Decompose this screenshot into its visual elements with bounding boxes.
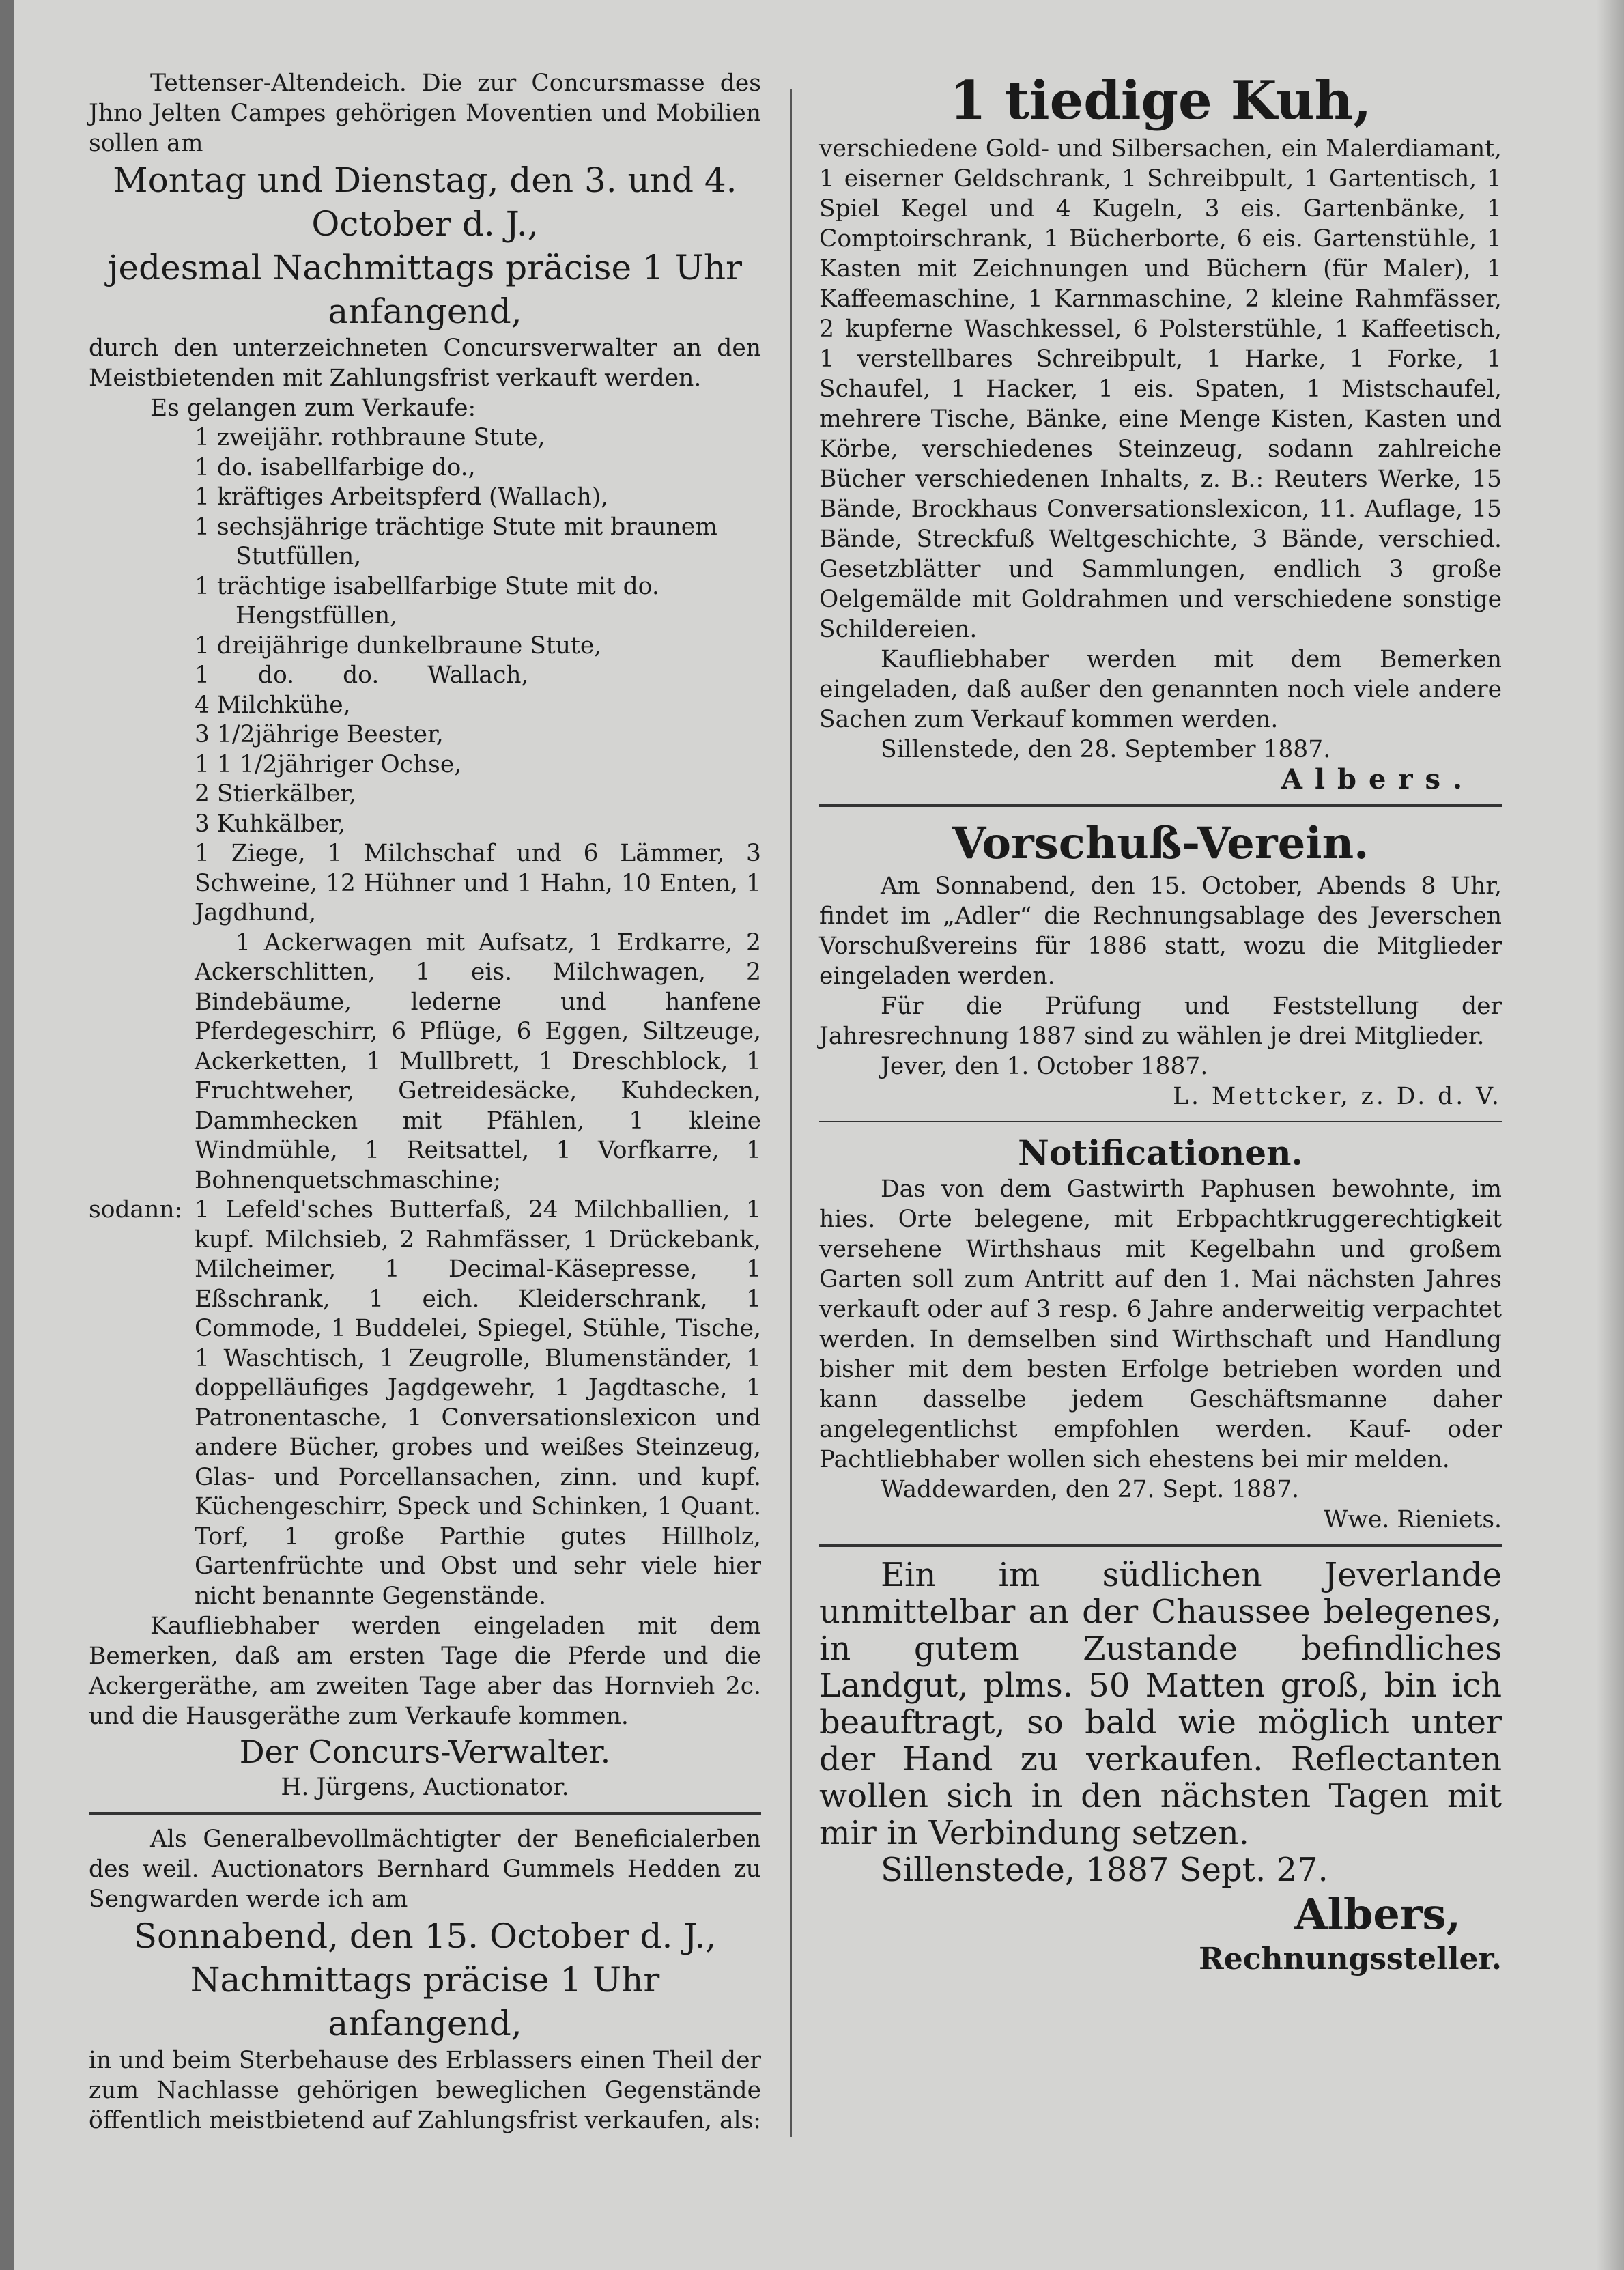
list-item: 1 Ackerwagen mit Aufsatz, 1 Erdkarre, 2 Ackerschlitten, 1 eis. Milchwagen, 2 Bindebäume, lederne und hanfene Pferdegeschirr, 6 Pflüge, 6 Eggen, Siltzeuge, Ackerketten, 1 Mullbrett, 1 Dreschblock, 1 Fruchtweher, Getreidesäcke, Kuhdecken, Dammhecken mit Pfählen, 1 kleine Windmühle, 1 Reitsattel, 1 Vorfkarre, 1 Bohnenquetschmaschine; (195, 928, 761, 1194)
section-divider (819, 804, 1502, 807)
vorschuss-signature: L. Mettcker, z. D. d. V. (1173, 1083, 1502, 1110)
notifications-place: Waddewarden, den 27. Sept. 1887. (881, 1476, 1300, 1503)
ad1-text: durch den unterzeichneten Concursverwalter an den Meistbietenden mit Zahlungsfrist verkauft werden. (89, 335, 761, 392)
right-column (819, 68, 1502, 1978)
section-divider (89, 1812, 761, 1815)
ad1-signature: Der Concurs-Verwalter. (239, 1733, 611, 1770)
list-item: 1 1 1/2jähriger Ochse, (195, 750, 462, 778)
ad1-time: jedesmal Nachmittags präcise 1 Uhr anfangend, (108, 248, 742, 331)
list-item: 3 1/2jährige Beester, (195, 721, 444, 748)
ad1-sodann (89, 1195, 761, 1611)
list-item: 1 Ziege, 1 Milchschaf und 6 Lämmer, 3 Schweine, 12 Hühner und 1 Hahn, 10 Enten, 1 Jagdhund, (195, 840, 761, 926)
ad-cow-signature: Albers. (1281, 763, 1475, 795)
ad-cow-note: Kaufliebhaber werden mit dem Bemerken eingeladen, daß außer den genannten noch viele andere Sachen zum Verkauf kommen werden. (819, 646, 1502, 733)
page-edge-shadow (1597, 0, 1624, 2270)
ad1-signature-name: H. Jürgens, Auctionator. (281, 1774, 569, 1801)
left-column (89, 68, 761, 2136)
ad2-text: in und beim Sterbehause des Erblassers einen Theil der zum Nachlasse gehörigen beweglichen Gegenstände öffentlich meistbietend auf Zahlungsfrist verkaufen, als: (89, 2047, 761, 2134)
ad2-intro: Als Generalbevollmächtigter der Beneficialerben des weil. Auctionators Bernhard Gummels Hedden zu Sengwarden werde ich am (89, 1826, 761, 1913)
ad1-intro: Tettenser-Altendeich. Die zur Concursmasse des Jhno Jelten Campes gehörigen Moventien und Mobilien sollen am (89, 70, 761, 157)
list-item: 1 trächtige isabellfarbige Stute mit do. (195, 572, 659, 600)
vorschuss-text: Am Sonnabend, den 15. October, Abends 8 Uhr, findet im „Adler“ die Rechnungsablage des Jeverschen Vorschußvereins für 1886 statt, wozu die Mitglieder eingeladen werden. (819, 872, 1502, 990)
vorschuss-heading: Vorschuß-Verein. (952, 818, 1369, 869)
sodann-text: 1 Lefeld'sches Butterfaß, 24 Milchballien, 1 kupf. Milchsieb, 2 Rahmfässer, 1 Drückebank, Milcheimer, 1 Decimal-Käsepresse, 1 Eßschrank, 1 eich. Kleiderschrank, 1 Commode, 1 Buddelei, Spiegel, Stühle, Tische, 1 Waschtisch, 1 Zeugrolle, Blumenständer, 1 doppelläufiges Jagdgewehr, 1 Jagdtasche, 1 Patronentasche, 1 Conversationslexicon und andere Bücher, grobes und weißes Steinzeug, Glas- und Porcellansachen, zinn. und kupf. Küchengeschirr, Speck und Schinken, 1 Quant. Torf, 1 große Parthie gutes Hillholz, Gartenfrüchte und Obst und sehr viele hier nicht benannte Gegenstände. (195, 1196, 761, 1610)
list-item: 1 zweijähr. rothbraune Stute, (195, 424, 545, 451)
notifications-text: Das von dem Gastwirth Paphusen bewohnte, im hies. Orte belegene, mit Erbpachtkruggerechtigkeit versehene Wirthshaus mit Kegelbahn und großem Garten soll zum Antritt auf den 1. Mai nächsten Jahres verkauft oder auf 3 resp. 6 Jahre anderweitig verpachtet werden. In demselben sind Wirthschaft und Handlung bisher mit dem besten Erfolge betrieben worden und kann dasselbe jedem Geschäftsmanne daher angelegentlichst empfohlen werden. Kauf- oder Pachtliebhaber wollen sich ehestens bei mir melden. (819, 1176, 1502, 1473)
ad-cow-text: verschiedene Gold- und Silbersachen, ein Malerdiamant, 1 eiserner Geldschrank, 1 Schreibpult, 1 Gartentisch, 1 Spiel Kegel und 4 Kugeln, 3 eis. Gartenbänke, 1 Comptoirschrank, 1 Bücherborte, 6 eis. Gartenstühle, 1 Kasten mit Zeichnungen und Büchern (für Maler), 1 Kaffeemaschine, 1 Karnmaschine, 2 kleine Rahmfässer, 2 kupferne Waschkessel, 6 Polsterstühle, 1 Kaffeetisch, 1 verstellbares Schreibpult, 1 Harke, 1 Forke, 1 Schaufel, 1 Hacker, 1 eis. Spaten, 1 Mistschaufel, mehrere Tische, Bänke, eine Menge Kisten, Kasten und Körbe, verschiedenes Steinzeug, sodann zahlreiche Bücher verschiedenen Inhalts, z. B.: Reuters Werke, 15 Bände, Brockhaus Conversationslexicon, 11. Auflage, 15 Bände, Streckfuß Weltgeschichte, 3 Bände, verschied. Gesetzblätter und Sammlungen, endlich 3 große Oelgemälde mit Goldrahmen und verschiedene sonstige Schildereien. (819, 135, 1502, 643)
ad1-lead: Es gelangen zum Verkaufe: (150, 395, 476, 422)
ad-cow-heading: 1 tiedige Kuh, (949, 70, 1372, 132)
ad1-date: Montag und Dienstag, den 3. und 4. October d. J., (113, 160, 737, 244)
section-divider (819, 1121, 1502, 1122)
list-item: Hengstfüllen, (236, 602, 398, 629)
list-item: 1 kräftiges Arbeitspferd (Wallach), (195, 483, 609, 511)
ad-cow-place: Sillenstede, den 28. September 1887. (881, 736, 1331, 763)
list-item: 1 sechsjährige trächtige Stute mit braunem (195, 513, 717, 541)
notifications-signature: Wwe. Rieniets. (1324, 1506, 1502, 1533)
landgut-place: Sillenstede, 1887 Sept. 27. (881, 1851, 1328, 1889)
landgut-signature: Albers, (1294, 1889, 1461, 1939)
list-item: 2 Stierkälber, (195, 780, 357, 808)
list-item: Stutfüllen, (236, 543, 362, 570)
landgut-signature-title: Rechnungssteller. (1199, 1942, 1502, 1976)
list-item: 1 do. do. Wallach, (195, 662, 529, 689)
list-item: 1 dreijährige dunkelbraune Stute, (195, 632, 602, 659)
vorschuss-place: Jever, den 1. October 1887. (881, 1053, 1208, 1080)
list-item: 1 do. isabellfarbige do., (195, 453, 476, 481)
ad1-item-list (195, 423, 761, 1195)
ad2-time: Nachmittags präcise 1 Uhr anfangend, (190, 1960, 660, 2043)
ad1-note: Kaufliebhaber werden eingeladen mit dem Bemerken, daß am ersten Tage die Pferde und die Ackergeräthe, am zweiten Tage aber das Hornvieh 2c. und die Hausgeräthe zum Verkaufe kommen. (89, 1613, 761, 1730)
list-item: 3 Kuhkälber, (195, 810, 346, 838)
vorschuss-text-2: Für die Prüfung und Feststellung der Jahresrechnung 1887 sind zu wählen je drei Mitglieder. (819, 993, 1502, 1050)
ad2-date: Sonnabend, den 15. October d. J., (133, 1916, 717, 1956)
sodann-label: sodann: (89, 1196, 183, 1223)
column-divider (790, 89, 792, 2137)
landgut-text: Ein im südlichen Jeverlande unmittelbar an der Chaussee belegenes, in gutem Zustande befindliches Landgut, plms. 50 Matten groß, bin ich beauftragt, so bald wie möglich unter der Hand zu verkaufen. Reflectanten wollen sich in den nächsten Tagen mit mir in Verbindung setzen. (819, 1556, 1502, 1852)
section-divider (819, 1544, 1502, 1547)
list-item: 4 Milchkühe, (195, 691, 351, 719)
notifications-heading: Notificationen. (1018, 1133, 1303, 1173)
